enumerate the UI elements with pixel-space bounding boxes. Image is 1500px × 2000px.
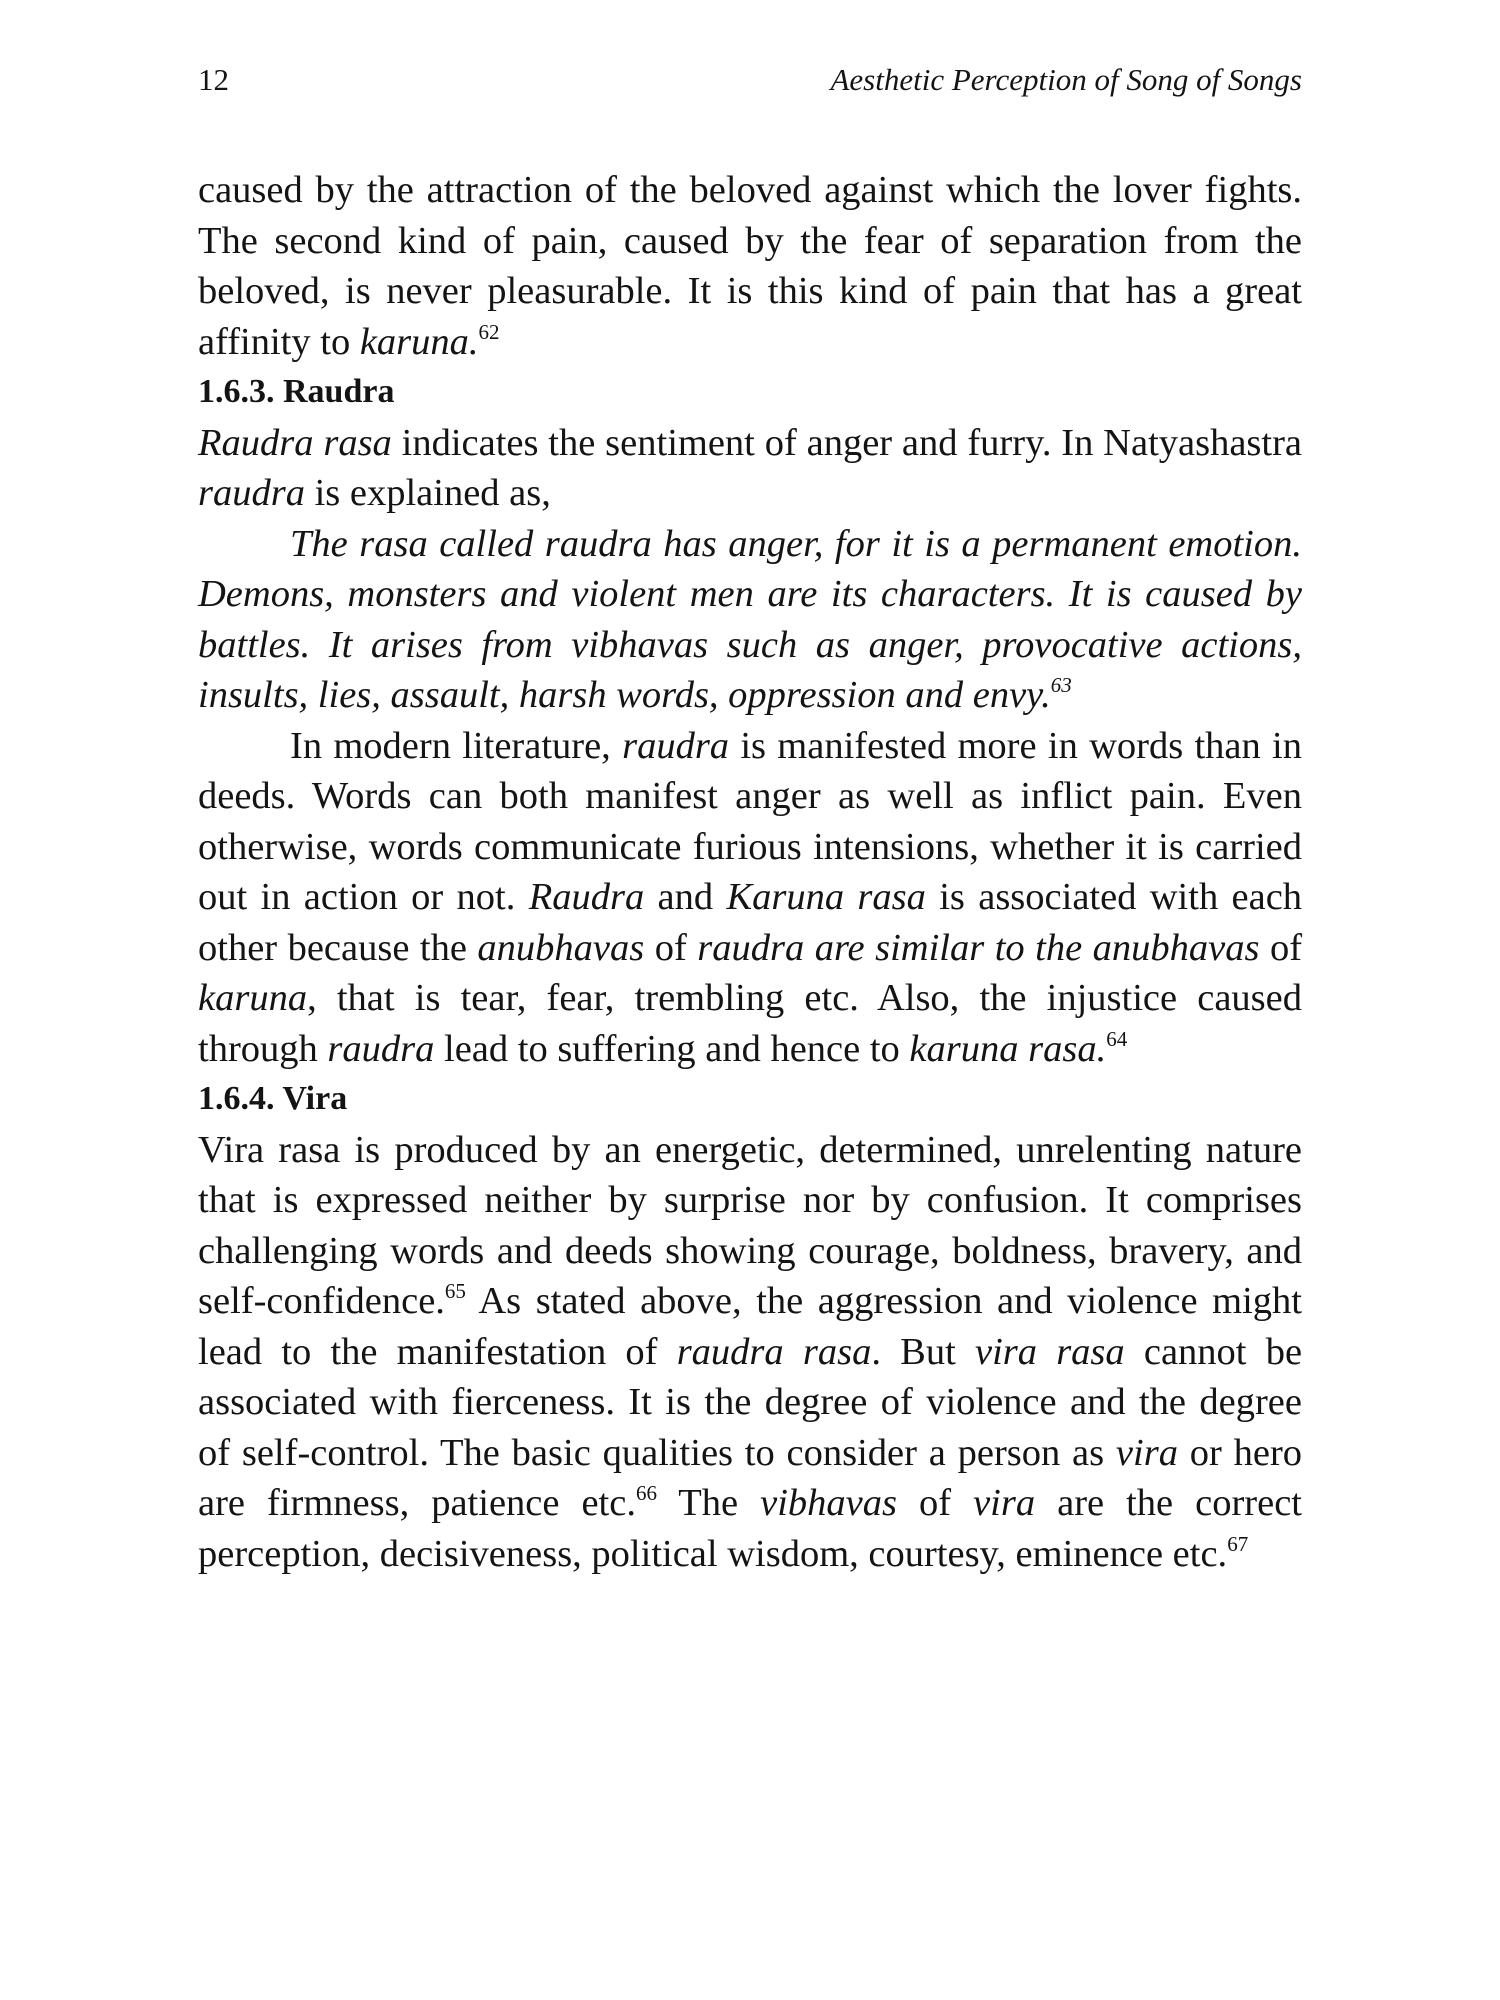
italic-term: raudra are similar to the anubhavas bbox=[697, 926, 1260, 969]
paragraph-continued bbox=[198, 165, 1302, 367]
text-run: of bbox=[919, 1482, 952, 1524]
block-quote-natyashastra bbox=[198, 519, 1302, 721]
italic-term: vira bbox=[1115, 1431, 1178, 1474]
footnote-ref: 64 bbox=[1106, 1026, 1128, 1051]
text-run: of bbox=[1269, 926, 1303, 969]
page-body bbox=[198, 165, 1302, 1579]
paragraph-raudra-intro bbox=[198, 418, 1302, 519]
italic-term: raudra bbox=[622, 724, 730, 767]
paragraph-vira bbox=[198, 1125, 1302, 1580]
italic-term: raudra bbox=[327, 1027, 435, 1070]
text-run: , that is tear, fear, trembling etc. Also, the injustice caused through bbox=[198, 977, 1302, 1070]
footnote-ref: 66 bbox=[635, 1481, 657, 1505]
italic-term: anubhavas bbox=[477, 926, 645, 969]
text-run: Vira rasa is produced by an energetic, determined, unrelenting nature that is expressed neither by surprise nor by confusion. It comprises challenging words and deeds showing courage, boldness, bravery, and self-confidence. bbox=[198, 1128, 1302, 1322]
text-run: In modern literature, bbox=[290, 724, 611, 767]
text-run: caused by the attraction of the beloved against which the lover fights. The second kind of pain, caused by the fear of separation from the beloved, is never pleasurable. It is this kind of pain that has a great affinity to bbox=[198, 169, 1302, 363]
running-title: Aesthetic Perception of Song of Songs bbox=[830, 62, 1302, 97]
italic-term: Karuna rasa bbox=[726, 876, 926, 918]
italic-term: vira bbox=[973, 1482, 1036, 1524]
italic-term: vira rasa bbox=[974, 1330, 1125, 1373]
italic-term: karuna. bbox=[359, 320, 479, 363]
footnote-ref: 63 bbox=[1050, 673, 1072, 697]
footnote-ref: 67 bbox=[1227, 1531, 1249, 1556]
text-run: lead to suffering and hence to bbox=[444, 1027, 900, 1070]
section-heading-vira: 1.6.4. Vira bbox=[198, 1080, 348, 1117]
text-run: The bbox=[678, 1482, 739, 1524]
italic-term: raudra rasa bbox=[676, 1330, 872, 1373]
paragraph-raudra-modern bbox=[198, 721, 1302, 1075]
text-run: The rasa called raudra has anger, for it is a permanent emotion. Demons, monsters and violent men are its characters. It is caused by battles. It arises from vibhavas such as anger, provocative actions, insults, lies, assault, harsh words, oppression and envy. bbox=[198, 522, 1302, 716]
italic-term: karuna bbox=[198, 977, 308, 1019]
section-heading-raudra: 1.6.3. Raudra bbox=[198, 373, 395, 410]
italic-term: vibhavas bbox=[760, 1482, 897, 1524]
running-header bbox=[198, 62, 1302, 106]
footnote-ref: 65 bbox=[444, 1279, 466, 1303]
text-run: and bbox=[657, 876, 714, 918]
text-run: is explained as, bbox=[314, 472, 551, 514]
text-run: are the correct perception, decisiveness, political wisdom, courtesy, eminence etc. bbox=[198, 1482, 1302, 1575]
text-run: is manifested more in words than in deeds. Words can both manifest anger as well as inflict pain. Even otherwise, words communicate furious intensions, whether it is carried out in action or not. bbox=[198, 724, 1302, 918]
text-run: of bbox=[654, 926, 687, 969]
italic-term: Raudra bbox=[528, 876, 645, 918]
italic-term: Raudra rasa bbox=[198, 421, 392, 464]
italic-term: raudra bbox=[198, 472, 305, 514]
text-run: cannot be associated with fierceness. It is the degree of violence and the degree of self-control. The basic qualities to consider a person as bbox=[198, 1330, 1303, 1474]
text-run: or hero are firmness, patience etc. bbox=[198, 1431, 1303, 1524]
text-run: . But bbox=[871, 1330, 956, 1373]
footnote-ref: 62 bbox=[478, 319, 500, 344]
text-run: indicates the sentiment of anger and furry. In Natyashastra bbox=[401, 421, 1303, 464]
page-number: 12 bbox=[198, 62, 229, 97]
text-run: As stated above, the aggression and violence might lead to the manifestation of bbox=[198, 1280, 1302, 1373]
text-run: is associated with each other because the bbox=[198, 876, 1303, 969]
italic-term: karuna rasa. bbox=[909, 1027, 1107, 1070]
